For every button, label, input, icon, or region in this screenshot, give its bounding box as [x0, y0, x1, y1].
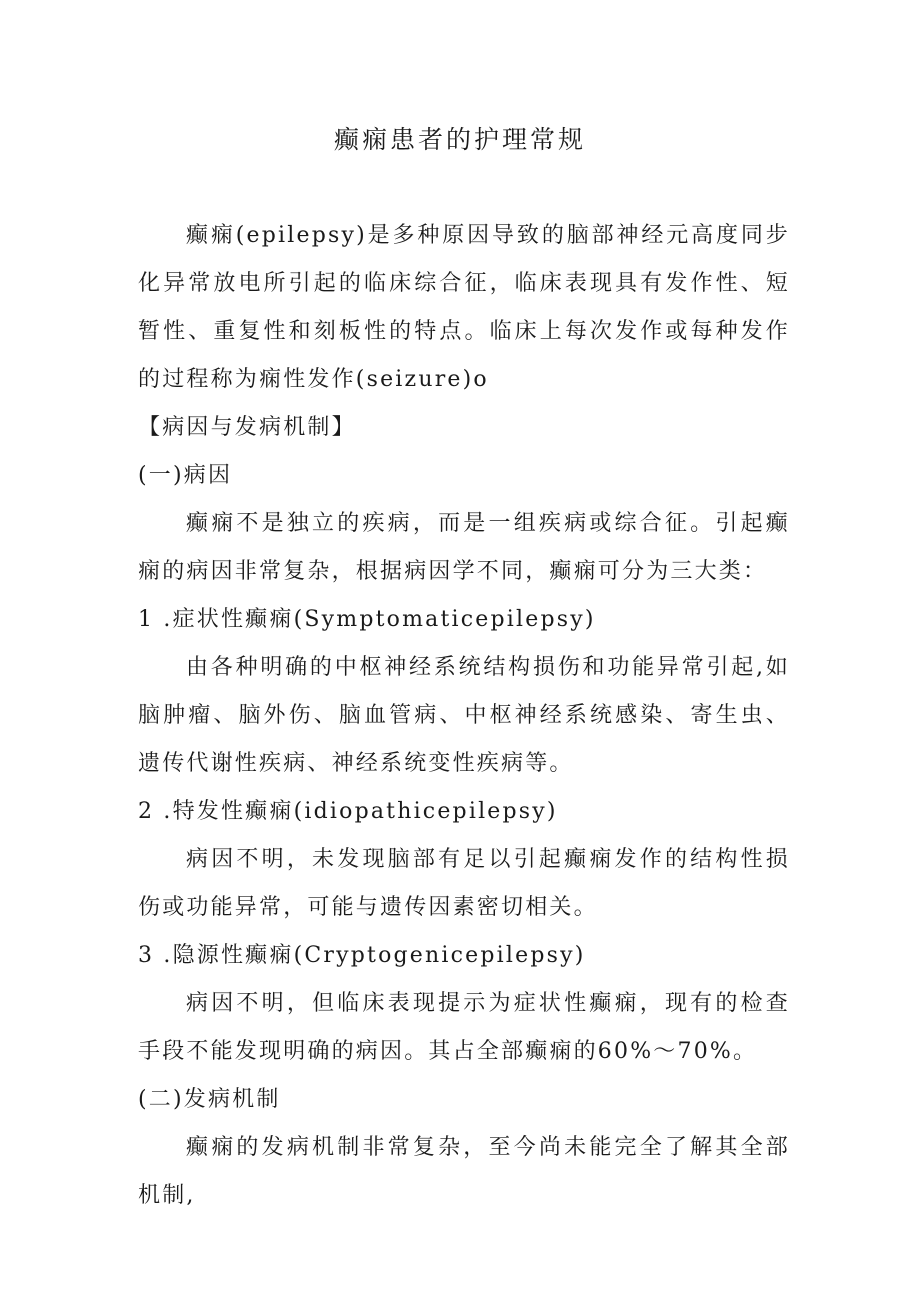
paragraph-cause-intro: 癫痫不是独立的疾病，而是一组疾病或综合征。引起癫痫的病因非常复杂，根据病因学不同，癫痫可分为三大类：	[138, 511, 790, 584]
sub-heading-mechanism: (二)发病机制	[138, 1087, 281, 1112]
page-title: 癫痫患者的护理常规	[333, 125, 586, 154]
paragraph-intro: 癫痫(epilepsy)是多种原因导致的脑部神经元高度同步化异常放电所引起的临床综合征，临床表现具有发作性、短暂性、重复性和刻板性的特点。临床上每次发作或每种发作的过程称为痫性发作(seizure)o	[138, 223, 790, 392]
item-heading-idiopathic: 2 .特发性癫痫(idiopathicepilepsy)	[138, 799, 558, 824]
paragraph-symptomatic: 由各种明确的中枢神经系统结构损伤和功能异常引起,如脑肿瘤、脑外伤、脑血管病、中枢神经系统感染、寄生虫、遗传代谢性疾病、神经系统变性疾病等。	[138, 655, 790, 776]
sub-heading-causes: (一)病因	[138, 463, 233, 488]
paragraph-cryptogenic: 病因不明，但临床表现提示为症状性癫痫，现有的检查手段不能发现明确的病因。其占全部癫痫的60%〜70%。	[138, 991, 790, 1064]
item-heading-cryptogenic: 3 .隐源性癫痫(Cryptogenicepilepsy)	[138, 943, 586, 968]
item-heading-symptomatic: 1 .症状性癫痫(Symptomaticepilepsy)	[138, 607, 596, 632]
document-body	[138, 212, 790, 1220]
section-heading: 【病因与发病机制】	[138, 415, 356, 440]
paragraph-idiopathic: 病因不明，未发现脑部有足以引起癫痫发作的结构性损伤或功能异常，可能与遗传因素密切相关。	[138, 847, 790, 920]
paragraph-mechanism: 癫痫的发病机制非常复杂，至今尚未能完全了解其全部机制,	[138, 1135, 790, 1208]
